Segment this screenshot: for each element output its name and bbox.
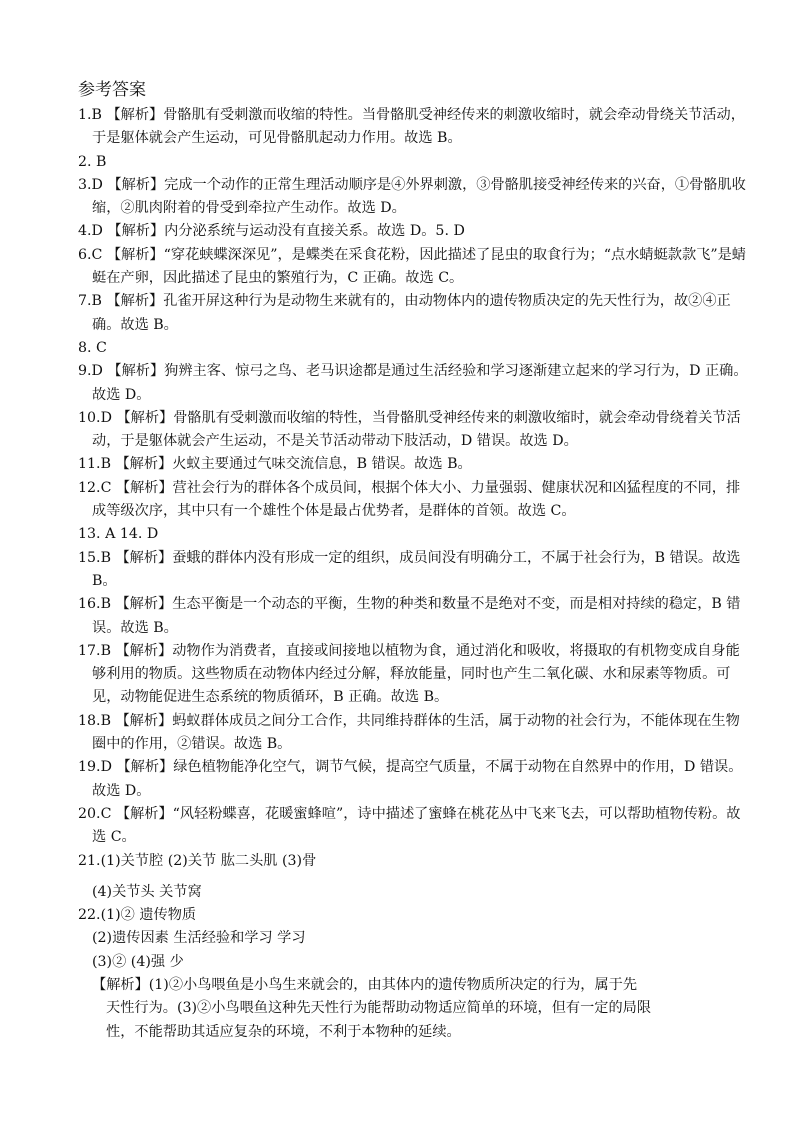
answer-22-part-2: (2)遗传因素 生活经验和学习 学习 [92, 930, 306, 947]
answer-10: 10.D 【解析】骨骼肌有受刺激而收缩的特性，当骨骼肌受神经传来的刺激收缩时，就会牵动骨绕着关节活动，于是躯体就会产生运动，不是关节活动带动下肢活动，D 错误。故选 D。 [78, 409, 741, 450]
answer-6: 6.C 【解析】“穿花蛱蝶深深见”，是蝶类在采食花粉，因此描述了昆虫的取食行为；“点水蜻蜓款款飞”是蜻蜓在产卵，因此描述了昆虫的繁殖行为，C 正确。故选 C。 [78, 246, 746, 287]
answer-15: 15.B 【解析】蚕蛾的群体内没有形成一定的组织，成员间没有明确分工，不属于社会行为，B 错误。故选 B。 [78, 549, 741, 589]
answer-3: 3.D 【解析】完成一个动作的正常生理活动顺序是④外界刺激，③骨骼肌接受神经传来的兴奋，①骨骼肌收缩，②肌肉附着的骨受到牵拉产生动作。故选 D。 [78, 176, 746, 217]
answer-20: 20.C 【解析】“风轻粉蝶喜，花暖蜜蜂喧”，诗中描述了蜜蜂在桃花丛中飞来飞去，可以帮助植物传粉。故选 C。 [78, 805, 741, 846]
answer-22: 22.(1)② 遗传物质 [78, 907, 197, 924]
answer-1: 1.B 【解析】骨骼肌有受刺激而收缩的特性。当骨骼肌受神经传来的刺激收缩时，就会牵动骨绕关节活动，于是躯体就会产生运动，可见骨骼肌起动力作用。故选 B。 [78, 107, 745, 147]
answer-11: 11.B 【解析】火蚁主要通过气味交流信息，B 错误。故选 B。 [78, 456, 472, 473]
answer-21: 21.(1)关节腔 (2)关节 肱二头肌 (3)骨 [78, 852, 317, 869]
answer-17: 17.B 【解析】动物作为消费者，直接或间接地以植物为食，通过消化和吸收，将摄取的有机物变成自身能够利用的物质。这些物质在动物体内经过分解，释放能量，同时也产生二氧化碳、水和尿素等物质。可见，动物能促进生态系统的物质循环，B 正确。故选 B。 [78, 642, 740, 706]
answer-16: 16.B 【解析】生态平衡是一个动态的平衡，生物的种类和数量不是绝对不变，而是相对持续的稳定，B 错误。故选 B。 [78, 596, 741, 636]
answer-8: 8. C [78, 339, 107, 356]
answer-2: 2. B [78, 153, 107, 170]
page-title: 参考答案 [78, 80, 146, 100]
answer-page [78, 78, 748, 1044]
answer-12: 12.C 【解析】营社会行为的群体各个成员间，根据个体大小、力量强弱、健康状况和凶猛程度的不同，排成等级次序，其中只有一个雄性个体是最占优势者，是群体的首领。故选 C。 [78, 479, 741, 520]
answer-13-14: 13. A 14. D [78, 526, 159, 543]
answer-18: 18.B 【解析】蚂蚁群体成员之间分工合作，共同维持群体的生活，属于动物的社会行为，不能体现在生物圈中的作用，②错误。故选 B。 [78, 712, 740, 753]
answer-19: 19.D 【解析】绿色植物能净化空气，调节气候，提高空气质量，不属于动物在自然界中的作用，D 错误。故选 D。 [78, 759, 743, 799]
answer-22-analysis-line: 天性行为。(3)②小鸟喂鱼这种先天性行为能帮助动物适应简单的环境，但有一定的局限 [106, 1000, 652, 1017]
answer-9: 9.D 【解析】狗辨主客、惊弓之鸟、老马识途都是通过生活经验和学习逐渐建立起来的学习行为，D 正确。故选 D。 [78, 363, 748, 403]
answer-21-part-4: (4)关节头 关节窝 [92, 883, 202, 900]
answer-22-analysis-line: 【解析】(1)②小鸟喂鱼是小鸟生来就会的，由其体内的遗传物质所决定的行为，属于先 [92, 976, 638, 993]
answer-22-part-3-4: (3)② (4)强 少 [92, 953, 184, 970]
answer-22-analysis-line: 性，不能帮助其适应复杂的环境，不利于本物种的延续。 [106, 1023, 461, 1040]
answer-22-analysis [78, 974, 748, 1044]
answer-4-5: 4.D 【解析】内分泌系统与运动没有直接关系。故选 D。5. D [78, 223, 465, 240]
answer-7: 7.B 【解析】孔雀开屏这种行为是动物生来就有的，由动物体内的遗传物质决定的先天性行为，故②④正确。故选 B。 [78, 293, 731, 333]
